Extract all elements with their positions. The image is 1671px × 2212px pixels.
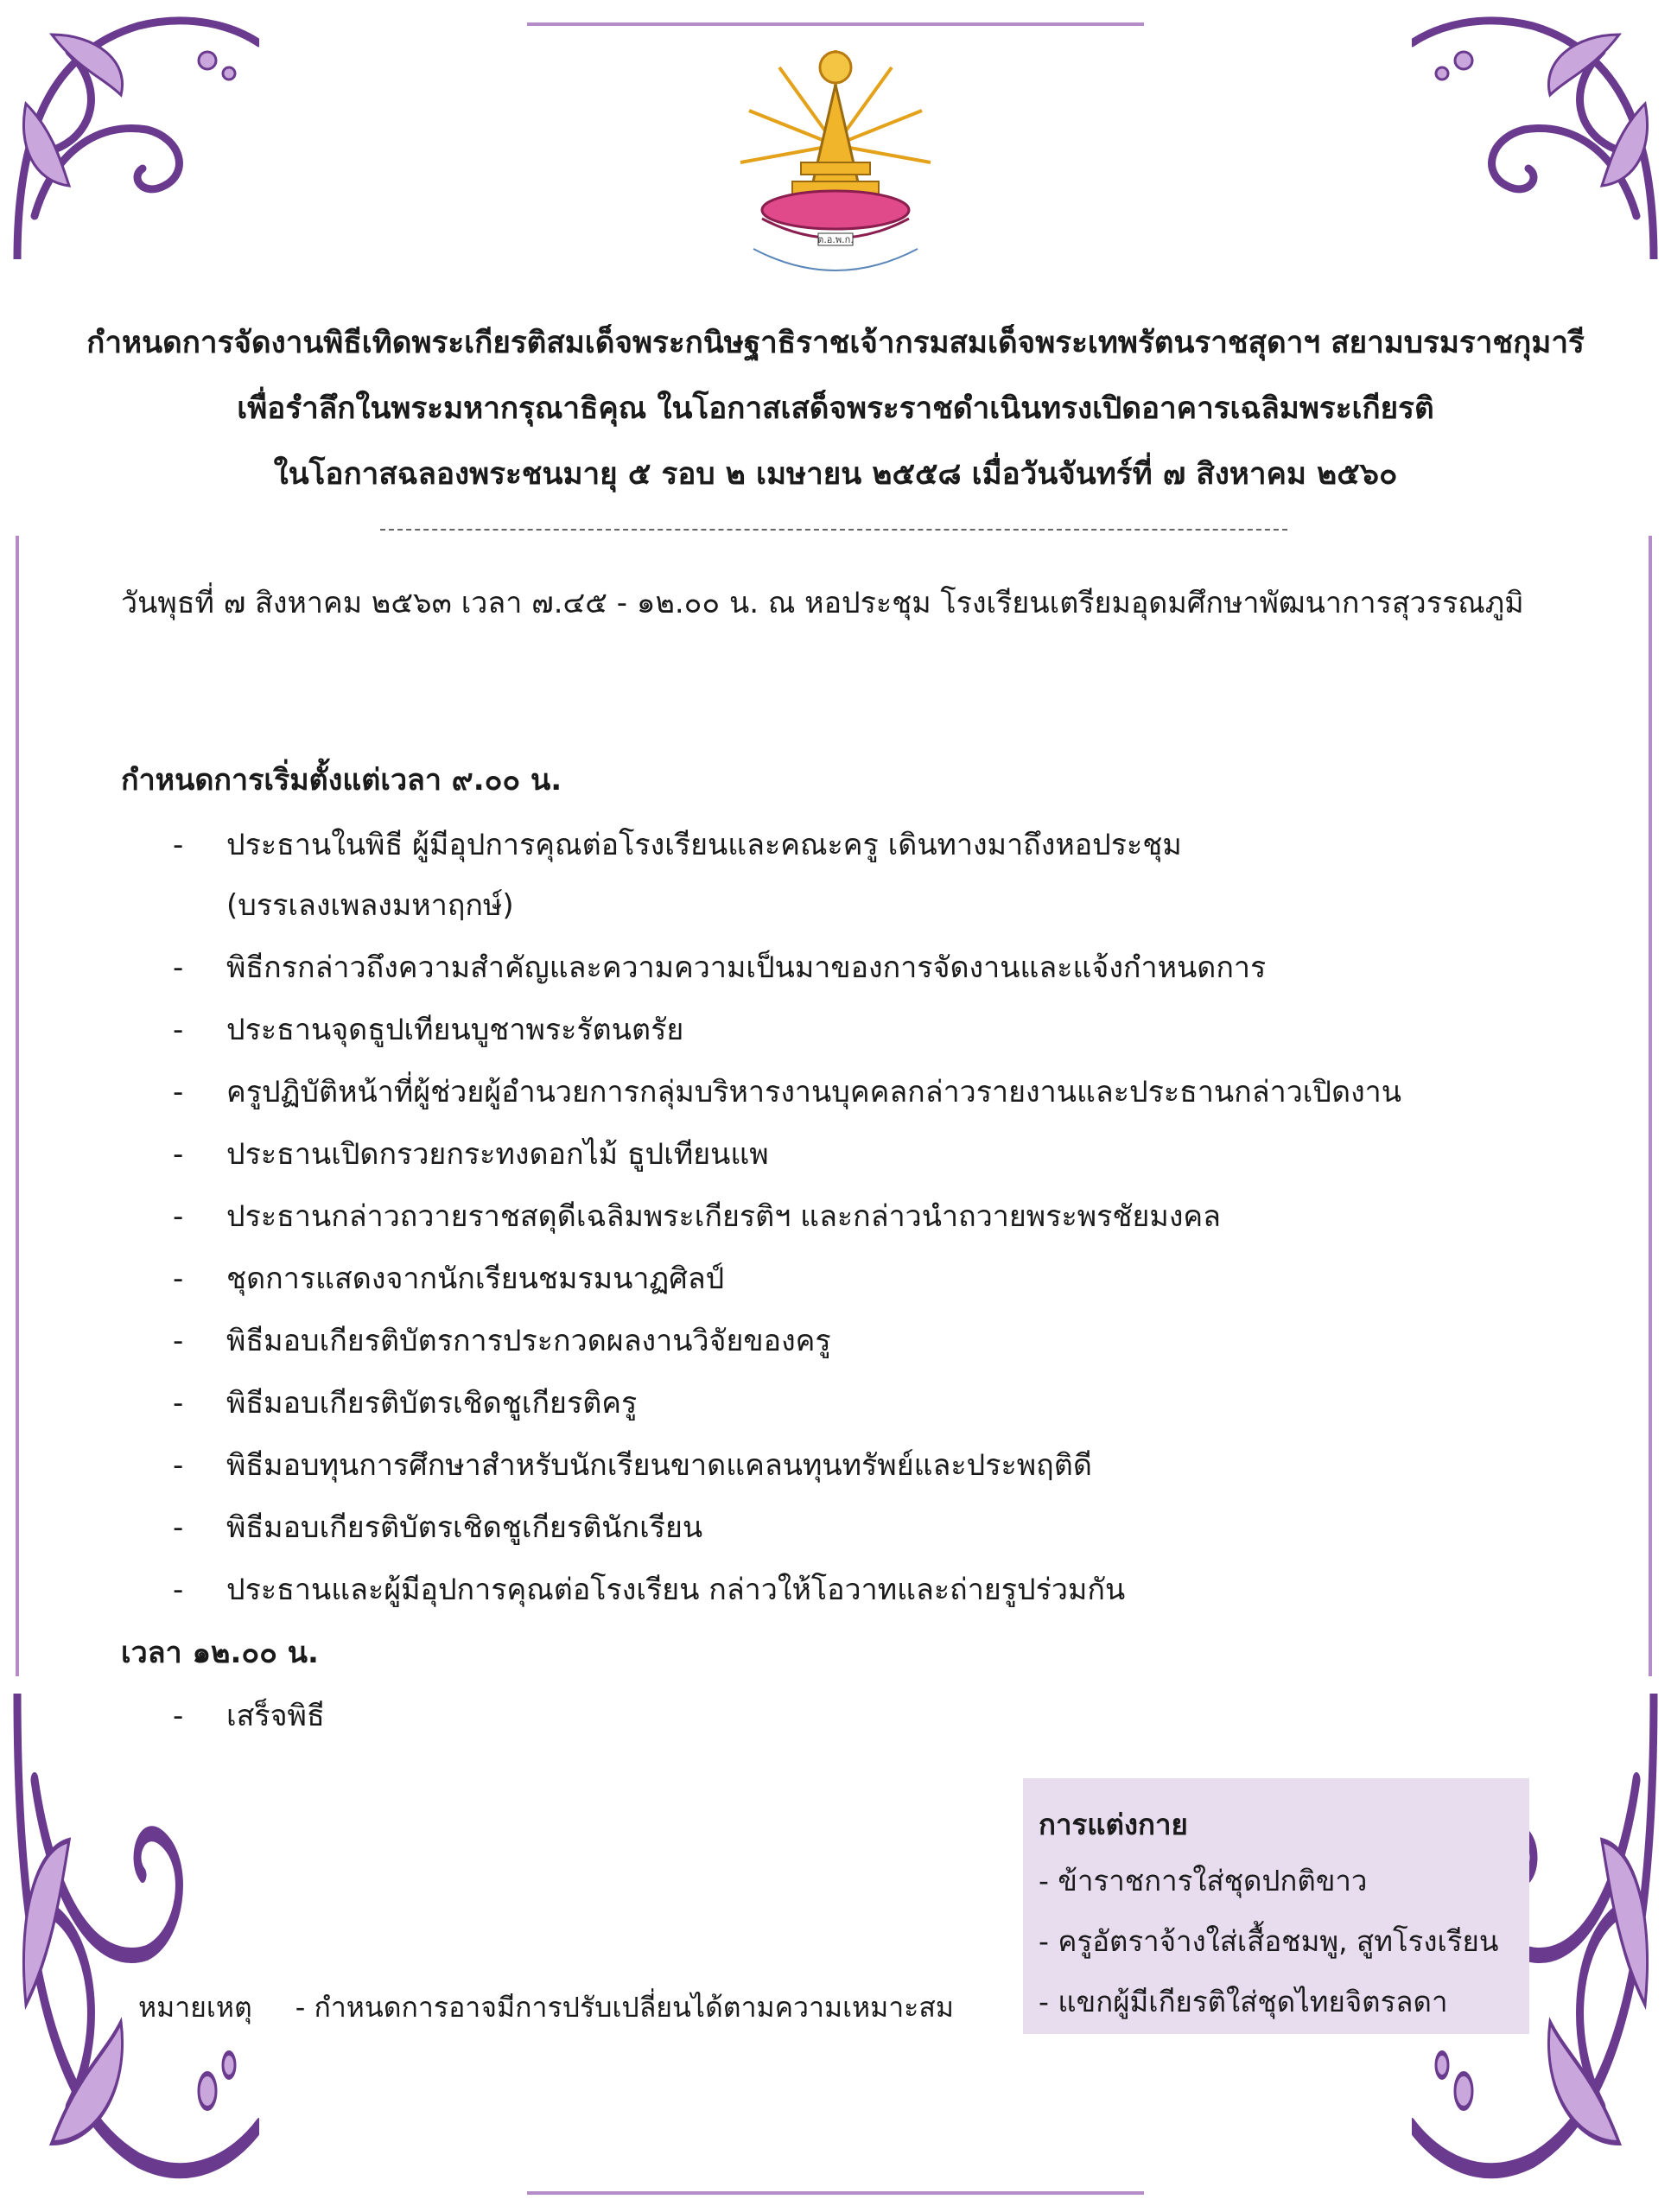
bullet-dash: - [173,950,184,985]
corner-ornament-bottom-left [0,1694,259,2212]
schedule-item: - ประธานและผู้มีอุปการคุณต่อโรงเรียน กล่าวให้โอวาทและถ่ายรูปร่วมกัน [173,1573,1126,1607]
school-emblem-icon [727,33,944,292]
corner-ornament-top-left [0,0,259,259]
schedule-item: - พิธีมอบทุนการศึกษาสำหรับนักเรียนขาดแคลนทุนทรัพย์และประพฤติดี [173,1448,1092,1483]
title-line-2: เพื่อรำลึกในพระมหากรุณาธิคุณ ในโอกาสเสด็จพระราชดำเนินทรงเปิดอาคารเฉลิมพระเกียรติ [237,391,1434,426]
frame-right-line [1649,536,1652,1676]
dashed-divider [380,529,1287,531]
bullet-dash: - [173,1448,184,1483]
schedule-item: - ชุดการแสดงจากนักเรียนชมรมนาฏศิลป์ [173,1262,725,1296]
bullet-dash: - [173,1137,184,1172]
schedule-item: - พิธีกรกล่าวถึงความสำคัญและความความเป็นมาของการจัดงานและแจ้งกำหนดการ [173,950,1267,985]
dress-code-item: - ครูอัตราจ้างใส่เสื้อชมพู, สูทโรงเรียน [1039,1924,1499,1958]
bullet-dash: - [173,1699,184,1733]
bullet-dash: - [173,1386,184,1421]
schedule-item: - ครูปฏิบัติหน้าที่ผู้ช่วยผู้อำนวยการกลุ่มบริหารงานบุคคลกล่าวรายงานและประธานกล่าวเปิดงาน [173,1075,1401,1109]
corner-ornament-top-right [1412,0,1671,259]
schedule-item: - ประธานเปิดกรวยกระทงดอกไม้ ธูปเทียนแพ [173,1137,769,1172]
dress-code-title: การแต่งกาย [1039,1808,1188,1841]
title-line-3: ในโอกาสฉลองพระชนมายุ ๕ รอบ ๒ เมษายน ๒๕๕๘ เมื่อวันจันทร์ที่ ๗ สิงหาคม ๒๕๖๐ [273,457,1398,492]
end-time-heading: เวลา ๑๒.๐๐ น. [121,1636,319,1670]
end-item: - เสร็จพิธี [173,1699,325,1733]
bullet-dash: - [173,1075,184,1109]
schedule-item: - พิธีมอบเกียรติบัตรเชิดชูเกียรติครู [173,1386,638,1421]
schedule-item: - ประธานกล่าวถวายราชสดุดีเฉลิมพระเกียรติฯ และกล่าวนำถวายพระพรชัยมงคล [173,1199,1222,1234]
remark-label: หมายเหตุ [138,1991,252,2024]
title-line-1: กำหนดการจัดงานพิธีเทิดพระเกียรติสมเด็จพระกนิษฐาธิราชเจ้ากรมสมเด็จพระเทพรัตนราชสุดาฯ สยามบรมราชกุมารี [86,326,1585,360]
emblem-text: ต.อ.พ.ก. [817,234,854,245]
dress-code-item: - ข้าราชการใส่ชุดปกติขาว [1039,1864,1368,1897]
remark-text: - กำหนดการอาจมีการปรับเปลี่ยนได้ตามความเหมาะสม [295,1991,954,2024]
frame-left-line [16,536,19,1676]
frame-bottom-line [527,2191,1144,2195]
schedule-item-subline: (บรรเลงเพลงมหาฤกษ์) [226,888,514,923]
frame-top-line [527,22,1144,26]
bullet-dash: - [173,1013,184,1047]
bullet-dash: - [173,1510,184,1545]
dress-code-box [1023,1778,1529,2034]
schedule-item: - ประธานจุดธูปเทียนบูชาพระรัตนตรัย [173,1013,684,1047]
bullet-dash: - [173,1199,184,1234]
bullet-dash: - [173,1262,184,1296]
dress-code-item: - แขกผู้มีเกียรติใส่ชุดไทยจิตรลดา [1039,1985,1448,2018]
bullet-dash: - [173,1324,184,1358]
bullet-dash: - [173,828,184,862]
event-date-line: วันพุธที่ ๗ สิงหาคม ๒๕๖๓ เวลา ๗.๔๕ - ๑๒.๐๐ น. ณ หอประชุม โรงเรียนเตรียมอุดมศึกษาพัฒนาการสุวรรณภูมิ [121,586,1524,620]
schedule-item: - ประธานในพิธี ผู้มีอุปการคุณต่อโรงเรียนและคณะครู เดินทางมาถึงหอประชุม [173,828,1182,862]
schedule-item: - พิธีมอบเกียรติบัตรการประกวดผลงานวิจัยของครู [173,1324,831,1358]
remark-note [138,1986,954,2030]
start-time-heading: กำหนดการเริ่มตั้งแต่เวลา ๙.๐๐ น. [121,763,562,798]
schedule-item: - พิธีมอบเกียรติบัตรเชิดชูเกียรตินักเรียน [173,1510,703,1545]
bullet-dash: - [173,1573,184,1607]
